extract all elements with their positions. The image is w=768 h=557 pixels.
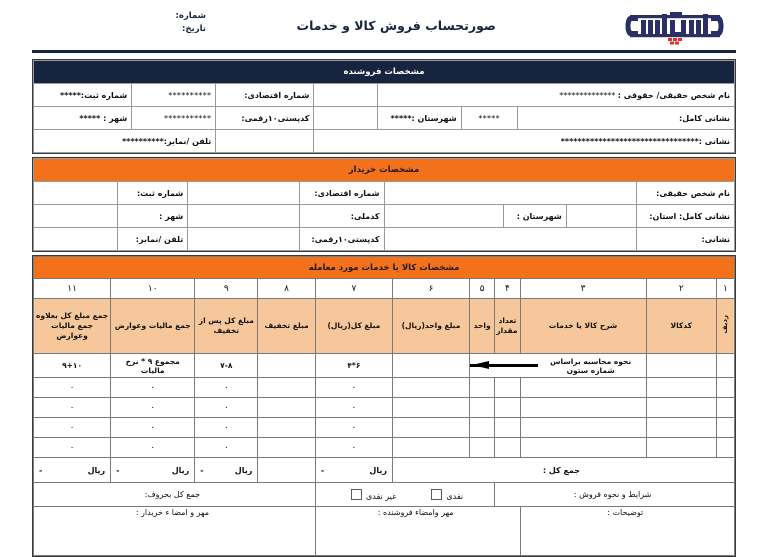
seller-province-cell bbox=[461, 107, 517, 130]
buyer-address-label-cell bbox=[636, 205, 734, 228]
seller-name-label: نام شخص حقیقی/ حقوقی : bbox=[617, 90, 730, 100]
buyer-row-3 bbox=[34, 228, 735, 251]
total-in-words-label: جمع کل بحروف: bbox=[144, 490, 201, 499]
buyer-econ-label: شماره اقتصادی: bbox=[314, 188, 380, 198]
cell-item-code[interactable] bbox=[646, 418, 716, 438]
cell-quantity[interactable] bbox=[495, 398, 520, 418]
buyer-row-2 bbox=[34, 205, 735, 228]
cell-unit[interactable] bbox=[470, 418, 495, 438]
colnum-11: ۱۱ bbox=[34, 279, 111, 299]
grand-total-label-cell bbox=[392, 458, 734, 483]
cell-row-number[interactable] bbox=[716, 378, 734, 398]
buyer-town-label-cell bbox=[118, 205, 188, 228]
cell-unit[interactable] bbox=[470, 438, 495, 458]
cash-option[interactable] bbox=[425, 492, 463, 501]
seller-postal-cell bbox=[216, 107, 314, 130]
goods-banner-row bbox=[34, 257, 735, 279]
formula-row-number bbox=[716, 354, 734, 378]
cell-after-discount[interactable]: ٠ bbox=[195, 378, 258, 398]
cell-unit-price[interactable] bbox=[392, 378, 469, 398]
cell-discount[interactable] bbox=[258, 378, 315, 398]
seller-econ-label: شماره اقتصادی: bbox=[244, 90, 310, 100]
cell-grand-total[interactable]: ٠ bbox=[34, 418, 111, 438]
sale-terms-cell bbox=[495, 483, 735, 507]
goods-column-number-row bbox=[34, 279, 735, 299]
buyer-natid-input[interactable] bbox=[188, 205, 300, 228]
total-price-currency: ریال bbox=[369, 465, 387, 475]
formula-discount bbox=[258, 354, 315, 378]
seller-name-cell bbox=[377, 84, 735, 107]
seller-banner: مشخصات فروشنده bbox=[34, 61, 735, 84]
seller-spacer-2 bbox=[314, 107, 377, 130]
buyer-signature-label: مهر و امضا ء خریدار : bbox=[135, 508, 209, 517]
cell-total-price[interactable]: ٠ bbox=[315, 398, 392, 418]
seller-town-cell bbox=[34, 107, 132, 130]
goods-column-header-row bbox=[34, 299, 735, 354]
colnum-1: ۱ bbox=[716, 279, 734, 299]
colhead-unit-price: مبلغ واحد(ریال) bbox=[392, 299, 469, 354]
buyer-reg-input[interactable] bbox=[34, 182, 118, 205]
colnum-2: ۲ bbox=[646, 279, 716, 299]
buyer-section bbox=[32, 157, 736, 252]
left-arrow-icon bbox=[472, 362, 538, 369]
cell-discount[interactable] bbox=[258, 418, 315, 438]
cell-description[interactable] bbox=[520, 418, 646, 438]
buyer-name-label-cell bbox=[636, 182, 734, 205]
cell-row-number[interactable] bbox=[716, 438, 734, 458]
seller-name-value: ************** bbox=[559, 90, 616, 100]
buyer-city-label: شهرستان : bbox=[516, 211, 562, 221]
seller-address2-cell bbox=[314, 130, 735, 153]
formula-unit-price bbox=[392, 354, 469, 378]
table-row[interactable] bbox=[34, 418, 735, 438]
buyer-address2-label-cell bbox=[636, 228, 734, 251]
goods-total-row bbox=[34, 458, 735, 483]
total-in-words-cell[interactable] bbox=[34, 483, 316, 507]
total-tax-currency: ریال bbox=[171, 465, 190, 475]
colhead-row-number-text: ردیف bbox=[720, 315, 729, 334]
header-divider bbox=[32, 50, 736, 53]
goods-formula-row bbox=[34, 354, 735, 378]
colhead-tax-total: جمع مالیات وعوارض bbox=[111, 299, 195, 354]
cell-total-price[interactable]: ٠ bbox=[315, 378, 392, 398]
colhead-grand-total: جمع مبلغ کل بعلاوه جمع مالیات وعوارض bbox=[34, 299, 111, 354]
cell-discount[interactable] bbox=[258, 398, 315, 418]
seller-banner-row bbox=[34, 61, 735, 84]
cell-tax[interactable]: ٠ bbox=[111, 418, 195, 438]
colnum-10: ۱۰ bbox=[111, 279, 195, 299]
cell-quantity[interactable] bbox=[495, 378, 520, 398]
cell-quantity[interactable] bbox=[495, 438, 520, 458]
grand-total-tax bbox=[111, 458, 195, 483]
seller-signature-cell[interactable] bbox=[315, 507, 520, 556]
sale-terms-label: شرایط و نحوه فروش : bbox=[573, 490, 652, 499]
seller-signature-label: مهر وامضاء فروشنده : bbox=[377, 508, 454, 517]
credit-option[interactable] bbox=[347, 492, 396, 501]
buyer-address2-input[interactable] bbox=[384, 228, 636, 251]
seller-address2-label: نشانی :********************************* bbox=[560, 136, 730, 146]
table-row[interactable] bbox=[34, 438, 735, 458]
cell-row-number[interactable] bbox=[716, 398, 734, 418]
colhead-discount: مبلغ تخفیف bbox=[258, 299, 315, 354]
seller-row-3 bbox=[34, 130, 735, 153]
goods-table bbox=[33, 256, 735, 556]
seller-econ-value: ********** bbox=[168, 90, 212, 100]
page-header bbox=[32, 0, 736, 48]
cell-total-price[interactable]: ٠ bbox=[315, 438, 392, 458]
seller-address-label-cell bbox=[517, 107, 734, 130]
total-tax-value: - bbox=[116, 465, 120, 475]
grand-total-price bbox=[315, 458, 392, 483]
cell-after-discount[interactable]: ٠ bbox=[195, 398, 258, 418]
seller-province-value: ***** bbox=[478, 113, 500, 123]
seller-postal-value-cell bbox=[132, 107, 216, 130]
seller-reg-cell bbox=[34, 84, 132, 107]
total-sum-value: - bbox=[39, 465, 43, 475]
seller-reg-label: شماره ثبت:***** bbox=[59, 90, 128, 100]
buyer-province-input[interactable] bbox=[566, 205, 636, 228]
seller-econ-cell bbox=[216, 84, 314, 107]
buyer-name-input[interactable] bbox=[384, 182, 636, 205]
cell-grand-total[interactable]: ٠ bbox=[34, 438, 111, 458]
cell-unit-price[interactable] bbox=[392, 398, 469, 418]
document-title: صورتحساب فروش کالا و خدمات bbox=[296, 18, 496, 33]
total-price-value: - bbox=[320, 465, 325, 475]
buyer-natid-label: کدملی: bbox=[350, 211, 380, 221]
seller-section bbox=[32, 59, 736, 154]
credit-label: غیر نقدی bbox=[365, 491, 397, 501]
grand-total-after-discount bbox=[195, 458, 258, 483]
cell-unit[interactable] bbox=[470, 398, 495, 418]
buyer-town-input[interactable] bbox=[34, 205, 118, 228]
seller-table bbox=[33, 60, 735, 153]
cash-checkbox[interactable] bbox=[431, 489, 442, 500]
colnum-5: ۵ bbox=[470, 279, 495, 299]
buyer-postal-label-cell bbox=[300, 228, 384, 251]
cell-grand-total[interactable]: ٠ bbox=[34, 378, 111, 398]
buyer-table bbox=[33, 158, 735, 251]
cell-item-code[interactable] bbox=[646, 378, 716, 398]
buyer-econ-label-cell bbox=[300, 182, 384, 205]
seller-spacer-1 bbox=[314, 84, 377, 107]
total-after-discount-currency: ریال bbox=[234, 465, 253, 475]
seller-address-label: نشانی کامل: bbox=[679, 113, 730, 123]
seller-row-2 bbox=[34, 107, 735, 130]
goods-banner: مشخصات کالا یا خدمات مورد معامله bbox=[34, 257, 735, 279]
colhead-item-code: کدکالا bbox=[646, 299, 716, 354]
grand-total-sum bbox=[34, 458, 111, 483]
cash-label: نقدی bbox=[446, 491, 464, 501]
formula-note-text: نحوه محاسبه براساس شماره ستون bbox=[550, 356, 632, 375]
goods-section bbox=[32, 255, 736, 557]
colhead-row-number bbox=[716, 299, 734, 354]
cell-discount[interactable] bbox=[258, 438, 315, 458]
seller-city-label: شهرستان :***** bbox=[390, 113, 457, 123]
cell-unit[interactable] bbox=[470, 378, 495, 398]
buyer-town-label: شهر : bbox=[159, 211, 184, 221]
seller-econ-value-cell bbox=[132, 84, 216, 107]
cell-tax[interactable]: ٠ bbox=[111, 398, 195, 418]
buyer-city-input[interactable] bbox=[384, 205, 503, 228]
colhead-quantity: تعداد مقدار bbox=[495, 299, 520, 354]
colhead-unit: واحد bbox=[470, 299, 495, 354]
formula-total-price: ۶*۴ bbox=[315, 354, 392, 378]
payment-method-cell bbox=[315, 483, 494, 507]
buyer-postal-label: کدپستی۱۰رقمی: bbox=[311, 234, 380, 244]
seller-row-1 bbox=[34, 84, 735, 107]
notes-label: توضیحات : bbox=[607, 508, 644, 517]
cell-row-number[interactable] bbox=[716, 418, 734, 438]
credit-checkbox[interactable] bbox=[351, 489, 362, 500]
buyer-reg-label-cell bbox=[118, 182, 188, 205]
cell-unit-price[interactable] bbox=[392, 418, 469, 438]
cell-tax[interactable]: ٠ bbox=[111, 378, 195, 398]
signature-row bbox=[34, 507, 735, 556]
colnum-9: ۹ bbox=[195, 279, 258, 299]
seller-postal-value: *********** bbox=[163, 113, 212, 123]
seller-town-label: شهر : ***** bbox=[79, 113, 128, 123]
colhead-total-price: مبلغ کل(ریال) bbox=[315, 299, 392, 354]
payam-logo bbox=[624, 6, 736, 46]
buyer-econ-input[interactable] bbox=[188, 182, 300, 205]
cell-description[interactable] bbox=[520, 438, 646, 458]
colnum-3: ۳ bbox=[520, 279, 646, 299]
seller-postal-label: کدپستی۱۰رقمی: bbox=[241, 113, 310, 123]
formula-item-code bbox=[646, 354, 716, 378]
buyer-address-label: نشانی کامل: استان: bbox=[649, 211, 730, 221]
cell-item-code[interactable] bbox=[646, 398, 716, 418]
sale-terms-row bbox=[34, 483, 735, 507]
buyer-postal-input[interactable] bbox=[188, 228, 300, 251]
buyer-banner: مشخصات خریدار bbox=[34, 159, 735, 182]
total-sum-currency: ریال bbox=[87, 465, 106, 475]
buyer-phone-label: تلفن /نمابر: bbox=[135, 234, 184, 244]
formula-after-discount: ۷-۸ bbox=[195, 354, 258, 378]
buyer-phone-label-cell bbox=[118, 228, 188, 251]
table-row[interactable] bbox=[34, 398, 735, 418]
cell-unit-price[interactable] bbox=[392, 438, 469, 458]
seller-spacer-3 bbox=[216, 130, 314, 153]
cell-total-price[interactable]: ٠ bbox=[315, 418, 392, 438]
colnum-4: ۴ bbox=[495, 279, 520, 299]
buyer-signature-cell[interactable] bbox=[34, 507, 316, 556]
cell-after-discount[interactable]: ٠ bbox=[195, 438, 258, 458]
cell-grand-total[interactable]: ٠ bbox=[34, 398, 111, 418]
seller-city-cell bbox=[377, 107, 461, 130]
formula-grand-total: ۹+۱۰ bbox=[34, 354, 111, 378]
grand-total-label: جمع کل : bbox=[542, 465, 581, 475]
buyer-address2-label: نشانی: bbox=[701, 234, 730, 244]
formula-tax: مجموع ۹ * نرخ مالیات bbox=[111, 354, 195, 378]
grand-total-discount bbox=[258, 458, 315, 483]
buyer-natid-label-cell bbox=[300, 205, 384, 228]
invoice-number-label: شماره: bbox=[175, 11, 206, 21]
buyer-phone-input[interactable] bbox=[34, 228, 118, 251]
document-meta bbox=[175, 10, 206, 36]
colhead-description: شرح کالا یا خدمات bbox=[520, 299, 646, 354]
colnum-8: ۸ bbox=[258, 279, 315, 299]
colnum-6: ۶ bbox=[392, 279, 469, 299]
buyer-banner-row bbox=[34, 159, 735, 182]
cell-quantity[interactable] bbox=[495, 418, 520, 438]
cell-after-discount[interactable]: ٠ bbox=[195, 418, 258, 438]
buyer-name-label: نام شخص حقیقی: bbox=[656, 188, 730, 198]
table-row[interactable] bbox=[34, 378, 735, 398]
seller-phone-label: تلفن /نمابر:********** bbox=[121, 136, 212, 146]
cell-description[interactable] bbox=[520, 378, 646, 398]
total-after-discount-value: - bbox=[200, 465, 204, 475]
buyer-city-label-cell bbox=[503, 205, 566, 228]
buyer-reg-label: شماره ثبت: bbox=[136, 188, 184, 198]
seller-phone-cell bbox=[34, 130, 216, 153]
buyer-row-1 bbox=[34, 182, 735, 205]
formula-note-cell bbox=[470, 354, 647, 378]
notes-cell[interactable] bbox=[520, 507, 734, 556]
colnum-7: ۷ bbox=[315, 279, 392, 299]
cell-tax[interactable]: ٠ bbox=[111, 438, 195, 458]
cell-description[interactable] bbox=[520, 398, 646, 418]
cell-item-code[interactable] bbox=[646, 438, 716, 458]
colhead-after-discount: مبلغ کل پس از تخفیف bbox=[195, 299, 258, 354]
invoice-date-label: تاریخ: bbox=[182, 24, 206, 35]
